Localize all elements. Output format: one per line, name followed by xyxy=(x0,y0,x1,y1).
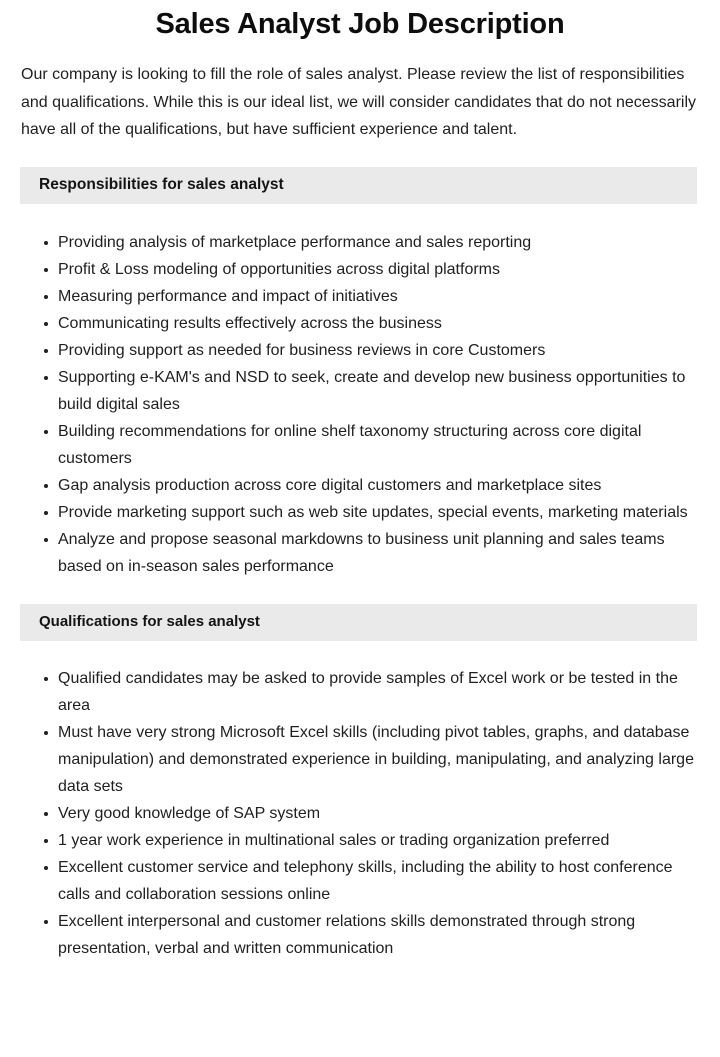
bottom-spacer xyxy=(0,962,720,988)
intro-paragraph: Our company is looking to fill the role of sales analyst. Please review the list of responsibilities and qualifications. While this is our ideal list, we will consider candidates that do not necessarily have all of the qualifications, but have sufficient experience and talent. xyxy=(21,66,697,138)
qualifications-list xyxy=(0,641,720,962)
section-header-responsibilities xyxy=(20,167,697,204)
list-item: Excellent customer service and telephony skills, including the ability to host conference calls and collaboration sessions online xyxy=(0,854,720,908)
list-item: Communicating results effectively across the business xyxy=(0,310,720,337)
list-item: Qualified candidates may be asked to provide samples of Excel work or be tested in the area xyxy=(0,665,720,719)
list-item: Measuring performance and impact of initiatives xyxy=(0,283,720,310)
list-item: Providing support as needed for business reviews in core Customers xyxy=(0,337,720,364)
list-item: Building recommendations for online shelf taxonomy structuring across core digital customers xyxy=(0,418,720,472)
list-item: Provide marketing support such as web site updates, special events, marketing materials xyxy=(0,499,720,526)
list-item: Analyze and propose seasonal markdowns to business unit planning and sales teams based on in-season sales performance xyxy=(0,526,720,580)
list-item: Gap analysis production across core digital customers and marketplace sites xyxy=(0,472,720,499)
section-heading-label: Responsibilities for sales analyst xyxy=(39,175,284,193)
responsibilities-list xyxy=(0,204,720,580)
list-item: Excellent interpersonal and customer relations skills demonstrated through strong presentation, verbal and written communication xyxy=(0,908,720,962)
list-item: Supporting e-KAM's and NSD to seek, create and develop new business opportunities to build digital sales xyxy=(0,364,720,418)
section-heading-label: Qualifications for sales analyst xyxy=(39,612,260,630)
list-item: Must have very strong Microsoft Excel skills (including pivot tables, graphs, and database manipulation) and demonstrated experience in building, manipulating, and analyzing large data sets xyxy=(0,719,720,800)
section-header-qualifications xyxy=(20,604,697,641)
list-item: Very good knowledge of SAP system xyxy=(0,800,720,827)
list-item: 1 year work experience in multinational sales or trading organization preferred xyxy=(0,827,720,854)
page-title: Sales Analyst Job Description xyxy=(155,8,565,40)
list-item: Profit & Loss modeling of opportunities across digital platforms xyxy=(0,256,720,283)
list-item: Providing analysis of marketplace performance and sales reporting xyxy=(0,229,720,256)
